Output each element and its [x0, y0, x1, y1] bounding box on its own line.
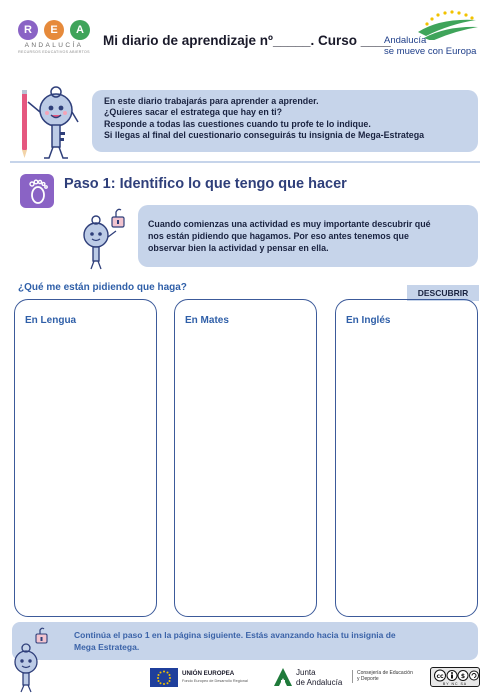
intro-line: Responde a todas las cuestiones cuando tu profe te lo indique.	[104, 118, 371, 129]
eu-logo	[150, 668, 262, 690]
key-mascot-with-pencil-icon	[14, 82, 84, 162]
svg-text:cc: cc	[436, 673, 444, 680]
cc-by-nc-sa-icon	[433, 669, 479, 682]
logo-letter-a: A	[70, 20, 90, 40]
footer-message-box	[12, 622, 478, 660]
answer-box-ingles[interactable]	[335, 299, 478, 617]
step-title: Paso 1: Identifico lo que tengo que hacer	[64, 176, 347, 192]
column-label-mates: En Mates	[185, 315, 229, 326]
info-line: observar bien la actividad y pensar en ella.	[148, 243, 329, 253]
consejeria-line-2: y Deporte	[357, 676, 379, 683]
intro-line: ¿Quieres sacar el estratega que hay en ti?	[104, 107, 283, 118]
info-line: nos están pidiendo que hagamos. Por eso antes tenemos que	[148, 231, 409, 241]
funding-line-1: Andalucía	[384, 35, 427, 46]
junta-emblem-icon	[272, 666, 294, 688]
consejeria-text	[352, 670, 418, 683]
section-divider	[10, 161, 480, 163]
page-title: Mi diario de aprendizaje nº_____. Curso ____	[103, 33, 391, 48]
key-mascot-with-padlock-icon	[76, 205, 136, 271]
creative-commons-license	[430, 667, 480, 687]
eu-name: UNIÓN EUROPEA	[182, 670, 235, 677]
section-question: ¿Qué me están pidiendo que haga?	[18, 282, 187, 293]
info-box	[138, 205, 478, 267]
intro-box	[92, 90, 478, 152]
rea-andalucia-logo	[16, 20, 92, 60]
footprint-icon	[20, 174, 54, 208]
footer-message-line: Continúa el paso 1 en la página siguiente. Estás avanzando hacia tu insignia de	[74, 630, 396, 640]
column-label-ingles: En Inglés	[346, 315, 391, 326]
eu-fund-name: Fondo Europeo de Desarrollo Regional	[182, 679, 248, 683]
junta-line-2: de Andalucía	[296, 677, 343, 687]
intro-line: Si llegas al final del cuestionario conseguirás tu insignia de Mega-Estratega	[104, 129, 425, 140]
junta-andalucia-logo	[272, 666, 352, 690]
answer-box-mates[interactable]	[174, 299, 317, 617]
svg-text:$: $	[460, 673, 466, 680]
descubrir-badge: DESCUBRIR	[407, 285, 479, 301]
answer-box-lengua[interactable]	[14, 299, 157, 617]
logo-word: ANDALUCÍA	[24, 42, 84, 49]
info-line: Cuando comienzas una actividad es muy importante descubrir qué	[148, 219, 431, 229]
column-label-lengua: En Lengua	[25, 315, 77, 326]
logo-tagline: RECURSOS EDUCATIVOS ABIERTOS	[18, 50, 90, 54]
footer-message-line: Mega Estratega.	[74, 642, 140, 652]
funding-line-2: se mueve con Europa	[384, 46, 477, 57]
eu-flag-icon	[150, 668, 178, 687]
consejeria-line-1: Consejería de Educación	[357, 670, 413, 676]
intro-line: En este diario trabajarás para aprender a aprender.	[104, 96, 319, 106]
logo-letter-e: E	[44, 20, 64, 40]
license-label: BY NC SA	[442, 682, 468, 686]
footer-key-mascot-icon	[10, 626, 60, 694]
andalucia-europa-logo	[380, 10, 480, 66]
logo-letter-r: R	[18, 20, 38, 40]
junta-line-1: Junta	[296, 668, 316, 677]
